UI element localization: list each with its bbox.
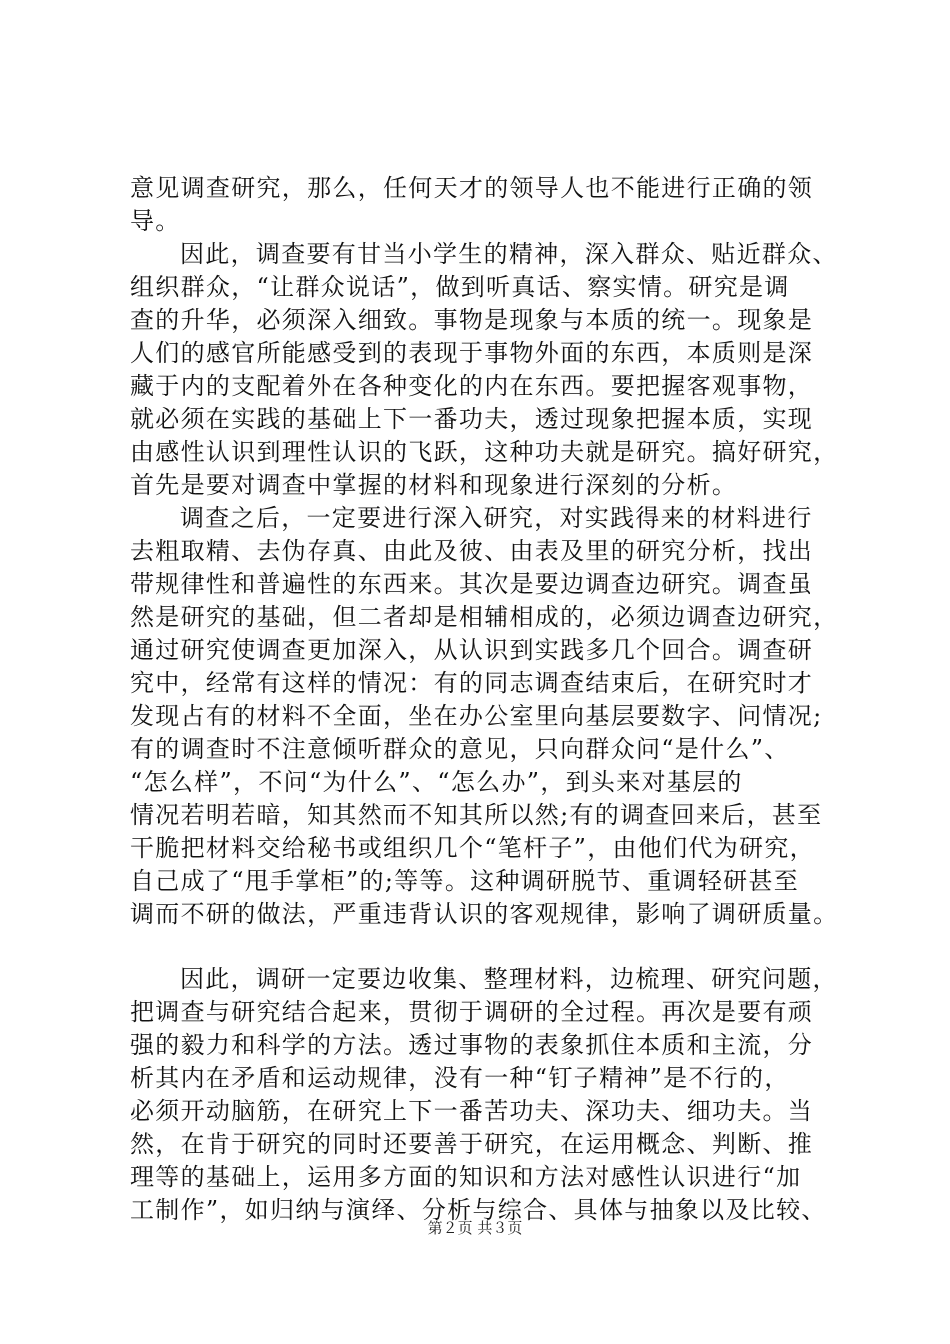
text-line: 工制作”，如归纳与演绎、分析与综合、具体与抽象以及比较、 [130, 1196, 827, 1224]
text-line: 因此，调查要有甘当小学生的精神，深入群众、贴近群众、 [180, 240, 838, 268]
text-line: 必须开动脑筋，在研究上下一番苦功夫、深功夫、细功夫。当 [130, 1097, 814, 1125]
text-line: 然，在肯于研究的同时还要善于研究，在运用概念、判断、推 [130, 1130, 814, 1158]
text-line: 去粗取精、去伪存真、由此及彼、由表及里的研究分析，找出 [130, 537, 814, 565]
text-line: 组织群众，“让群众说话”，做到听真话、察实情。研究是调 [130, 273, 790, 301]
text-line: 人们的感官所能感受到的表现于事物外面的东西，本质则是深 [130, 339, 814, 367]
text-line: 强的毅力和科学的方法。透过事物的表象抓住本质和主流，分 [130, 1031, 814, 1059]
text-line: “怎么样”，不问“为什么”、“怎么办”，到头来对基层的 [130, 768, 743, 796]
text-line: 因此，调研一定要边收集、整理材料，边梳理、研究问题， [180, 965, 838, 993]
text-line: 情况若明若暗，知其然而不知其所以然;有的调查回来后，甚至 [130, 801, 823, 829]
text-line: 析其内在矛盾和运动规律，没有一种“钉子精神”是不行的， [130, 1064, 790, 1092]
page-footer: 第２页 共３页 [427, 1219, 523, 1237]
text-line: 意见调查研究，那么，任何天才的领导人也不能进行正确的领 [130, 174, 814, 202]
text-line: 导。 [130, 207, 181, 235]
text-line: 发现占有的材料不全面，坐在办公室里向基层要数字、问情况; [130, 702, 823, 730]
text-line: 自己成了“甩手掌柜”的;等等。这种调研脱节、重调轻研甚至 [130, 867, 800, 895]
text-line: 调而不研的做法，严重违背认识的客观规律，影响了调研质量。 [130, 900, 839, 928]
text-line: 把调查与研究结合起来，贯彻于调研的全过程。再次是要有顽 [130, 998, 814, 1026]
text-line: 理等的基础上，运用多方面的知识和方法对感性认识进行“加 [130, 1163, 802, 1191]
text-line: 藏于内的支配着外在各种变化的内在东西。要把握客观事物， [130, 372, 814, 400]
paragraph-gap [130, 931, 830, 963]
text-line: 调查之后，一定要进行深入研究，对实践得来的材料进行 [180, 504, 813, 532]
text-line: 首先是要对调查中掌握的材料和现象进行深刻的分析。 [130, 471, 738, 499]
text-line: 然是研究的基础，但二者却是相辅相成的，必须边调查边研究， [130, 603, 839, 631]
document-body [130, 172, 839, 1227]
text-line: 通过研究使调查更加深入，从认识到实践多几个回合。调查研 [130, 636, 814, 664]
text-line: 有的调查时不注意倾听群众的意见，只向群众问“是什么”、 [130, 735, 790, 763]
text-line: 干脆把材料交给秘书或组织几个“笔杆子”，由他们代为研究， [130, 834, 815, 862]
text-line: 究中，经常有这样的情况：有的同志调查结束后，在研究时才 [130, 669, 814, 697]
text-line: 就必须在实践的基础上下一番功夫，透过现象把握本质，实现 [130, 405, 814, 433]
text-line: 带规律性和普遍性的东西来。其次是要边调查边研究。调查虽 [130, 570, 814, 598]
text-line: 查的升华，必须深入细致。事物是现象与本质的统一。现象是 [130, 306, 814, 334]
text-line: 由感性认识到理性认识的飞跃，这种功夫就是研究。搞好研究， [130, 438, 839, 466]
